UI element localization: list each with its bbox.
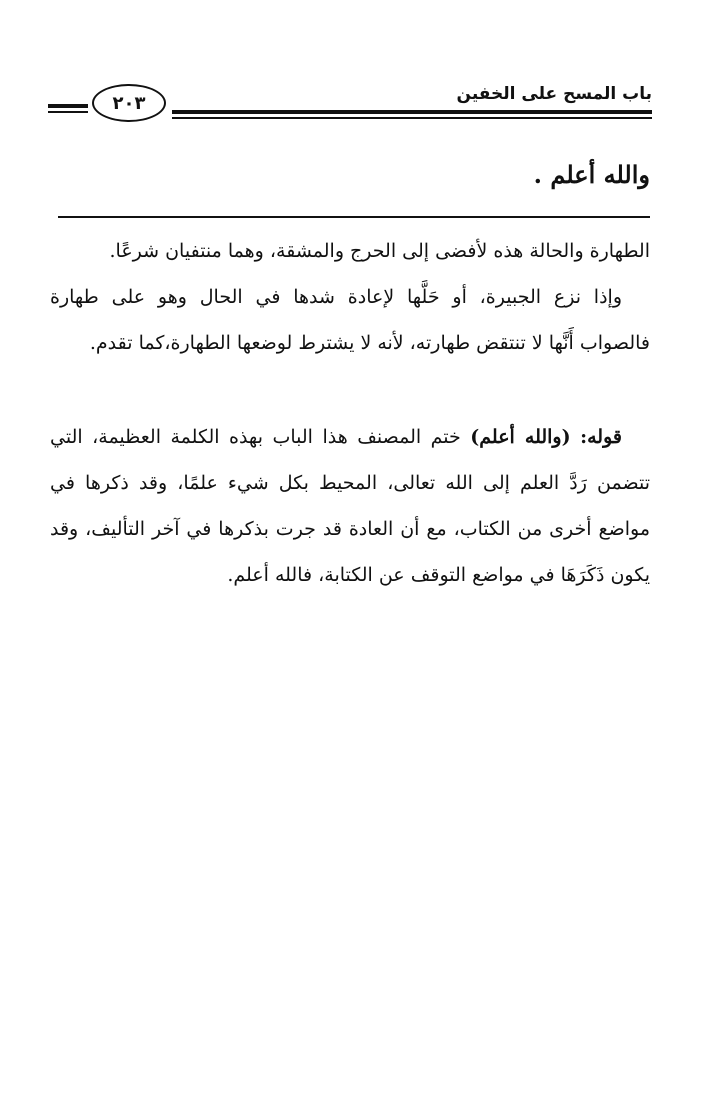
paragraph-2 bbox=[50, 274, 650, 366]
header-rule-thick-left bbox=[48, 104, 88, 108]
page-number-badge bbox=[92, 84, 166, 122]
paragraph-3-label: قوله: bbox=[580, 426, 622, 448]
header-rule-right bbox=[172, 110, 652, 120]
paragraph-1-text: الطهارة والحالة هذه لأفضى إلى الحرج والمشقة، وهما منتفيان شرعًا. bbox=[109, 240, 650, 262]
header-rule-left bbox=[48, 104, 88, 114]
paragraph-3-quote: (والله أعلم) bbox=[470, 426, 571, 448]
closing-phrase-heading: والله أعلم . bbox=[533, 160, 650, 189]
chapter-title: باب المسح على الخفين bbox=[456, 84, 652, 104]
header-rule-thick bbox=[172, 110, 652, 114]
page-number: ٢٠٣ bbox=[112, 92, 146, 114]
page-header bbox=[48, 70, 652, 130]
paragraph-3-body: ختم المصنف هذا الباب بهذه الكلمة العظيمة، التي تتضمن رَدَّ العلم إلى الله تعالى، المحيط بكل شيء علمًا، وقد ذكرها في مواضع أخرى من الكتاب، مع أن العادة قد جرت بذكرها في آخر التأليف، وقد يكون ذَكَرَهَا في مواضع التوقف عن الكتابة، فالله أعلم. bbox=[50, 426, 650, 586]
paragraph-2-text: وإذا نزع الجبيرة، أو حَلَّها لإعادة شدها في الحال وهو على طهارة فالصواب أَنَّها لا تنتقض طهارته، لأنه لا يشترط لوضعها الطهارة،كما تقدم. bbox=[50, 286, 650, 354]
header-rule-thin bbox=[172, 117, 652, 119]
paragraph-3 bbox=[50, 414, 650, 598]
footnote-divider bbox=[58, 216, 650, 218]
header-rule-thin-left bbox=[48, 111, 88, 113]
paragraph-1 bbox=[50, 228, 650, 274]
paragraph-3-text bbox=[50, 414, 650, 598]
